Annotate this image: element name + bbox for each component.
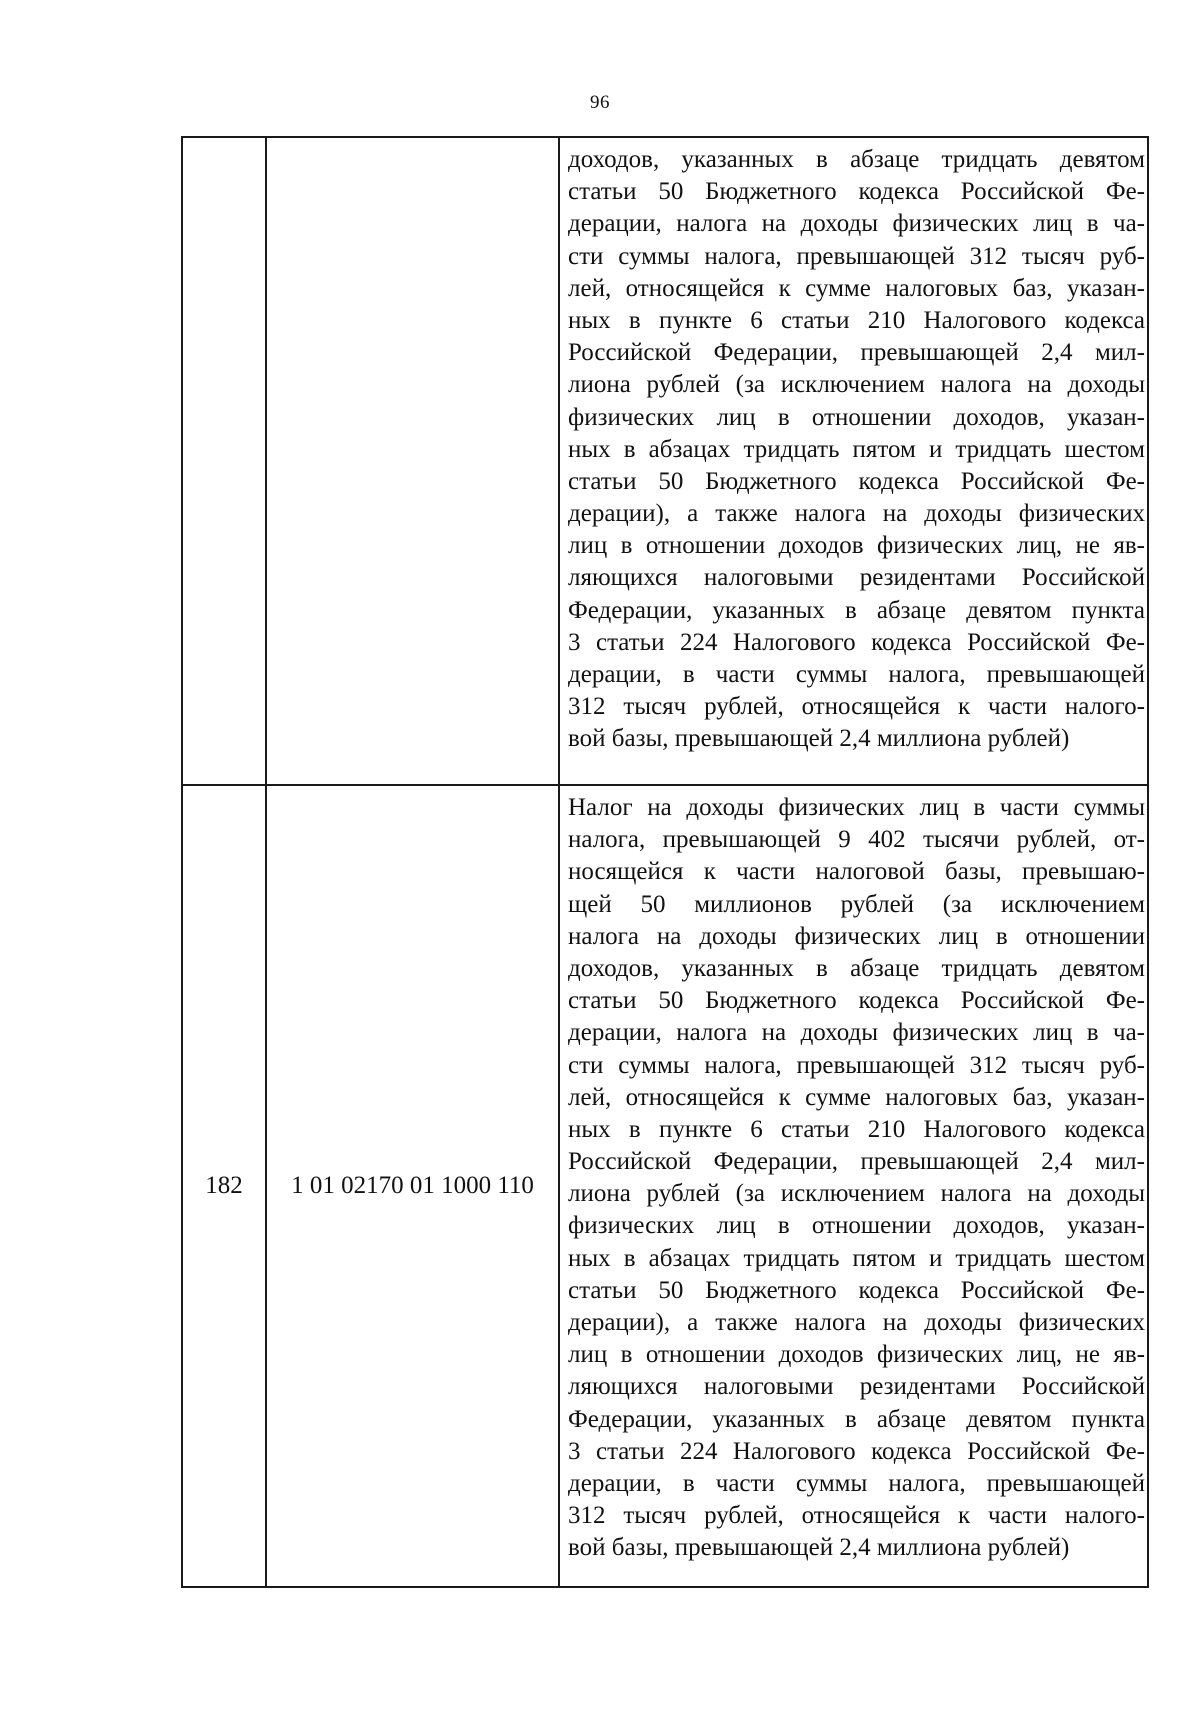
description-line: ных в пункте 6 статьи 210 Налогового кодекса bbox=[568, 1115, 1145, 1143]
description-line: лиона рублей (за исключением налога на доходы bbox=[568, 1180, 1145, 1208]
description-line: ных в абзацах тридцать пятом и тридцать шестом bbox=[568, 1244, 1145, 1272]
description-line: вой базы, превышающей 2,4 миллиона рублей) bbox=[568, 1534, 1070, 1562]
description-line: вой базы, превышающей 2,4 миллиона рублей) bbox=[568, 725, 1070, 753]
description-line: ляющихся налоговыми резидентами Российской bbox=[568, 1373, 1145, 1401]
description-line: ных в абзацах тридцать пятом и тридцать шестом bbox=[568, 435, 1145, 463]
description-line: дерации, в части суммы налога, превышающей bbox=[568, 1469, 1145, 1497]
description-line: лей, относящейся к сумме налоговых баз, указан- bbox=[568, 274, 1145, 302]
description-line: физических лиц в отношении доходов, указан- bbox=[568, 403, 1145, 431]
description-text bbox=[568, 144, 1145, 756]
description-text bbox=[568, 792, 1145, 1565]
description-line: статьи 50 Бюджетного кодекса Российской Фе- bbox=[568, 467, 1145, 495]
budget-code-cell bbox=[266, 137, 559, 785]
description-line: доходов, указанных в абзаце тридцать девятом bbox=[568, 954, 1145, 982]
description-line: дерации, налога на доходы физических лиц в ча- bbox=[568, 1019, 1145, 1047]
description-line: доходов, указанных в абзаце тридцать девятом bbox=[568, 146, 1145, 173]
description-cell bbox=[559, 785, 1148, 1587]
description-line: налога, превышающей 9 402 тысячи рублей, от- bbox=[568, 826, 1145, 854]
description-line: ляющихся налоговыми резидентами Российской bbox=[568, 564, 1145, 592]
description-line: 3 статьи 224 Налогового кодекса Российской Фе- bbox=[568, 1437, 1145, 1465]
admin-code-cell bbox=[182, 137, 266, 785]
description-line: лиона рублей (за исключением налога на доходы bbox=[568, 371, 1145, 399]
description-line: статьи 50 Бюджетного кодекса Российской Фе- bbox=[568, 987, 1145, 1015]
description-line: Российской Федерации, превышающей 2,4 мил- bbox=[568, 1148, 1145, 1176]
table-row bbox=[182, 137, 1148, 785]
description-line: Федерации, указанных в абзаце девятом пункта bbox=[568, 1405, 1145, 1433]
description-line: Налог на доходы физических лиц в части суммы bbox=[568, 794, 1145, 821]
description-line: 3 статьи 224 Налогового кодекса Российской Фе- bbox=[568, 628, 1145, 656]
description-line: 312 тысяч рублей, относящейся к части налого- bbox=[568, 1502, 1145, 1530]
description-line: дерации, в части суммы налога, превышающей bbox=[568, 661, 1145, 688]
description-line: дерации), а также налога на доходы физических bbox=[568, 500, 1145, 528]
table-row bbox=[182, 785, 1148, 1587]
description-line: щей 50 миллионов рублей (за исключением bbox=[568, 890, 1145, 918]
description-line: дерации), а также налога на доходы физических bbox=[568, 1309, 1145, 1336]
description-cell bbox=[559, 137, 1148, 785]
page-number: 96 bbox=[590, 92, 610, 113]
description-line: сти суммы налога, превышающей 312 тысяч руб- bbox=[568, 1051, 1145, 1079]
description-line: статьи 50 Бюджетного кодекса Российской Фе- bbox=[568, 1276, 1145, 1304]
description-line: лей, относящейся к сумме налоговых баз, указан- bbox=[568, 1083, 1145, 1111]
description-line: лиц в отношении доходов физических лиц, не яв- bbox=[568, 1341, 1145, 1369]
description-line: Российской Федерации, превышающей 2,4 мил- bbox=[568, 339, 1145, 367]
description-line: лиц в отношении доходов физических лиц, не яв- bbox=[568, 532, 1145, 560]
description-line: 312 тысяч рублей, относящейся к части налого- bbox=[568, 693, 1145, 721]
description-line: Федерации, указанных в абзаце девятом пункта bbox=[568, 596, 1145, 624]
description-line: статьи 50 Бюджетного кодекса Российской Фе- bbox=[568, 178, 1145, 206]
admin-code-cell: 182 bbox=[182, 785, 266, 1587]
description-line: носящейся к части налоговой базы, превышаю- bbox=[568, 858, 1145, 886]
description-line: налога на доходы физических лиц в отношении bbox=[568, 922, 1145, 950]
description-line: сти суммы налога, превышающей 312 тысяч руб- bbox=[568, 242, 1145, 270]
description-line: ных в пункте 6 статьи 210 Налогового кодекса bbox=[568, 306, 1145, 334]
budget-code-cell: 1 01 02170 01 1000 110 bbox=[266, 785, 559, 1587]
description-line: дерации, налога на доходы физических лиц в ча- bbox=[568, 210, 1145, 238]
description-line: физических лиц в отношении доходов, указан- bbox=[568, 1212, 1145, 1240]
revenue-code-table bbox=[181, 136, 1149, 1588]
